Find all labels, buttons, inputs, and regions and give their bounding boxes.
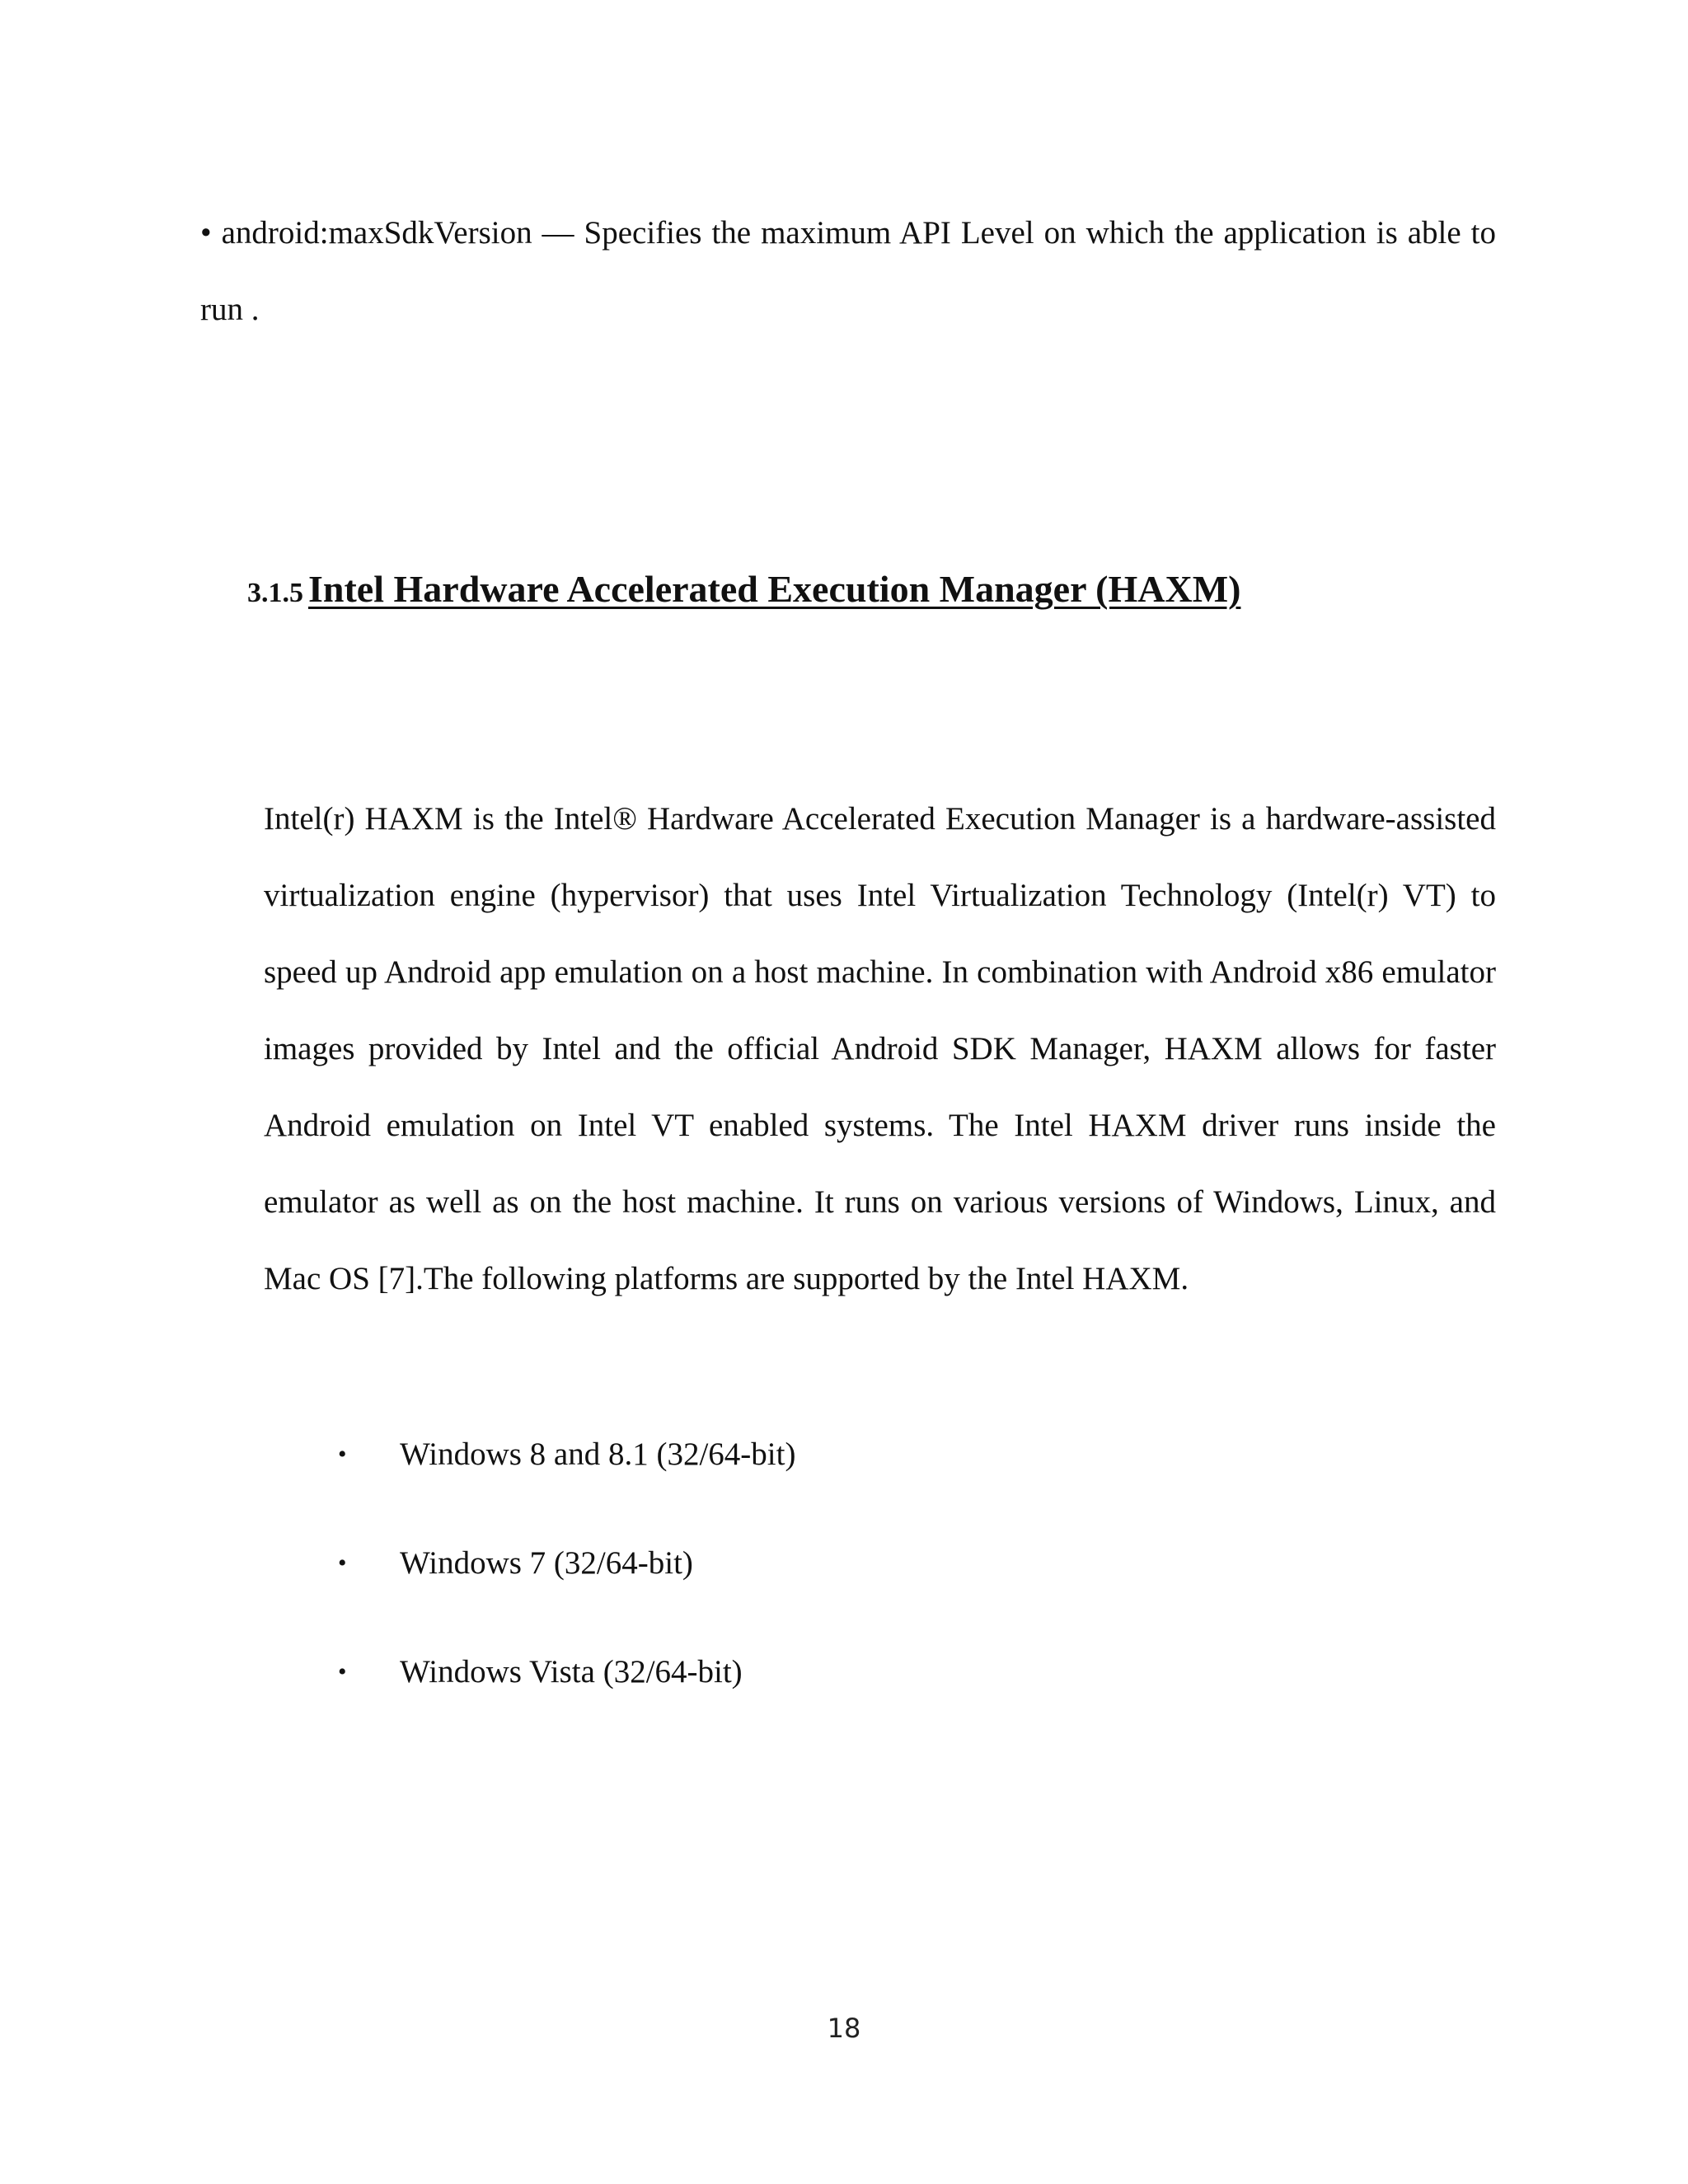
- list-item: [338, 1647, 795, 1756]
- bullet-icon: •: [338, 1549, 347, 1577]
- section-number: 3.1.5: [247, 578, 303, 608]
- section-title: Intel Hardware Accelerated Execution Manager (HAXM): [308, 568, 1241, 610]
- bullet-icon: •: [338, 1441, 347, 1468]
- list-item-label: Windows 8 and 8.1 (32/64-bit): [400, 1436, 796, 1472]
- list-item-label: Windows 7 (32/64-bit): [400, 1545, 693, 1581]
- platform-list: [338, 1430, 795, 1756]
- section-heading: [247, 567, 1240, 611]
- page-number: 18: [827, 2013, 861, 2044]
- body-paragraph: Intel(r) HAXM is the Intel® Hardware Accelerated Execution Manager is a hardware-assisted virtualization engine (hypervisor) that uses Intel Virtualization Technology (Intel(r) VT) to speed up Android app emulation on a host machine. In combination with Android x86 emulator images provided by Intel and the official Android SDK Manager, HAXM allows for faster Android emulation on Intel VT enabled systems. The Intel HAXM driver runs inside the emulator as well as on the host machine. It runs on various versions of Windows, Linux, and Mac OS [7].The following platforms are supported by the Intel HAXM.: [264, 801, 1496, 1296]
- intro-paragraph: • android:maxSdkVersion — Specifies the maximum API Level on which the application is able to run .: [200, 215, 1496, 327]
- list-item: [338, 1430, 795, 1539]
- list-item-label: Windows Vista (32/64-bit): [400, 1654, 743, 1690]
- bullet-icon: •: [338, 1658, 347, 1685]
- list-item: [338, 1539, 795, 1647]
